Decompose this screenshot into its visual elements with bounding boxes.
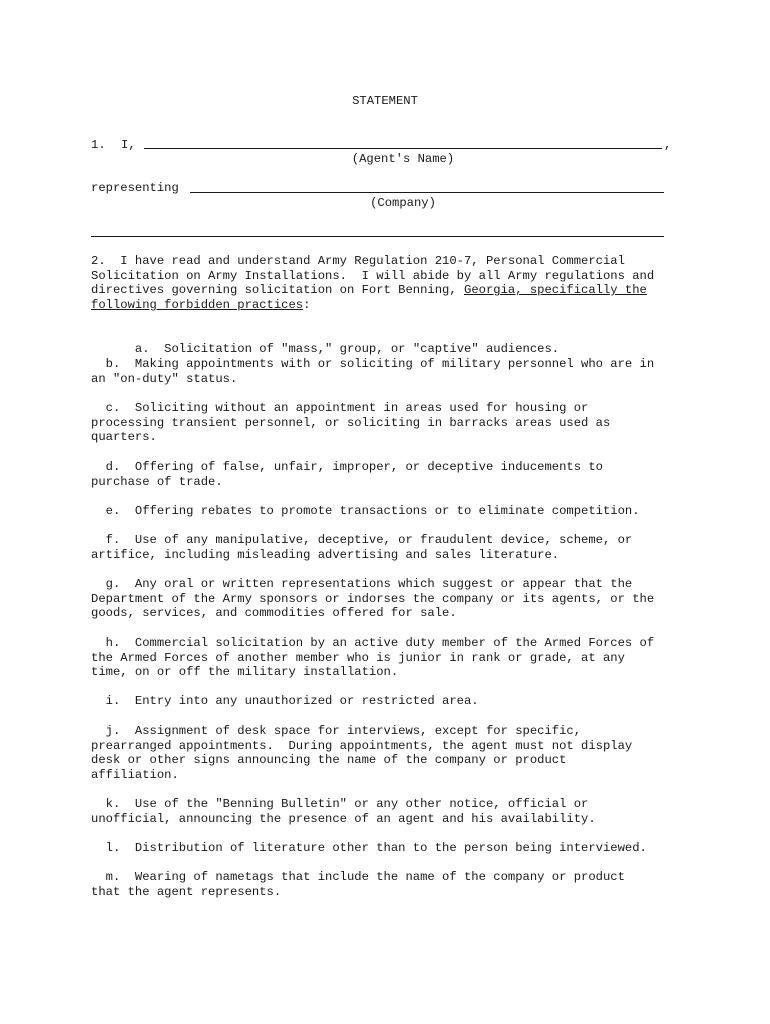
company-field[interactable] bbox=[190, 192, 664, 193]
field2-lead: representing bbox=[91, 181, 179, 195]
list-item-c bbox=[91, 401, 691, 445]
intro-line-3a: directives governing solicitation on Fort Benning, bbox=[91, 283, 464, 298]
list-item-b bbox=[91, 357, 691, 386]
item-line: prearranged appointments. During appointments, the agent must not display bbox=[91, 738, 633, 753]
list-item-k bbox=[91, 797, 691, 826]
list-item-m bbox=[91, 870, 691, 899]
item-line: the Armed Forces of another member who is junior in rank or grade, at any bbox=[91, 650, 625, 665]
agent-name-caption: (Agent's Name) bbox=[351, 152, 455, 166]
list-item-i bbox=[91, 694, 691, 709]
list-item-j bbox=[91, 724, 691, 782]
item-line: b. Making appointments with or soliciting of military personnel who are in bbox=[91, 357, 655, 371]
list-item-g bbox=[91, 577, 691, 621]
item-line: Department of the Army sponsors or indorses the company or its agents, or the bbox=[91, 591, 655, 606]
item-line: affiliation. bbox=[91, 767, 179, 782]
item-line: d. Offering of false, unfair, improper, or deceptive inducements to bbox=[91, 460, 603, 474]
field1-number: 1. bbox=[91, 138, 106, 152]
intro-line-1: 2. I have read and understand Army Regulation 210-7, Personal Commercial bbox=[91, 254, 625, 268]
intro-line-2: Solicitation on Army Installations. I will abide by all Army regulations and bbox=[91, 268, 655, 283]
item-line: h. Commercial solicitation by an active duty member of the Armed Forces of bbox=[91, 636, 655, 650]
item-line: an "on-duty" status. bbox=[91, 371, 238, 386]
company-caption: (Company) bbox=[370, 196, 436, 210]
item-line: that the agent represents. bbox=[91, 884, 282, 899]
item-line: k. Use of the "Benning Bulletin" or any other notice, official or bbox=[91, 797, 589, 811]
intro-paragraph bbox=[91, 254, 691, 312]
item-line: desk or other signs announcing the name of the company or product bbox=[91, 753, 567, 768]
agent-name-field[interactable] bbox=[144, 148, 662, 149]
additional-blank-line[interactable] bbox=[91, 236, 664, 237]
intro-line-4b: : bbox=[303, 297, 311, 312]
item-line: e. Offering rebates to promote transactions or to eliminate competition. bbox=[91, 504, 640, 518]
item-line: a. Solicitation of "mass," group, or "captive" audiences. bbox=[120, 341, 560, 356]
list-item-f bbox=[91, 533, 691, 562]
item-line: unofficial, announcing the presence of an agent and his availability. bbox=[91, 811, 596, 826]
list-item-l bbox=[91, 841, 691, 856]
item-line: c. Soliciting without an appointment in areas used for housing or bbox=[91, 401, 589, 415]
document-title: STATEMENT bbox=[352, 94, 418, 108]
list-item-h bbox=[91, 636, 691, 680]
item-line: f. Use of any manipulative, deceptive, or fraudulent device, scheme, or bbox=[91, 533, 633, 547]
item-line: quarters. bbox=[91, 430, 157, 445]
field1-trail: , bbox=[664, 138, 672, 152]
item-line: artifice, including misleading advertising and sales literature. bbox=[91, 547, 560, 562]
intro-line-3b: Georgia, specifically the bbox=[464, 283, 647, 298]
item-line: time, on or off the military installation. bbox=[91, 665, 399, 680]
item-line: purchase of trade. bbox=[91, 474, 223, 489]
list-item-d bbox=[91, 460, 691, 489]
item-line: j. Assignment of desk space for interviews, except for specific, bbox=[91, 724, 582, 738]
intro-line-4a: following forbidden practices bbox=[91, 297, 304, 312]
list-item-e bbox=[91, 504, 691, 519]
item-line: processing transient personnel, or soliciting in barracks areas used as bbox=[91, 415, 611, 430]
item-line: goods, services, and commodities offered for sale. bbox=[91, 606, 457, 621]
item-line: i. Entry into any unauthorized or restricted area. bbox=[91, 694, 479, 708]
item-line: l. Distribution of literature other than to the person being interviewed. bbox=[91, 841, 647, 855]
item-line: g. Any oral or written representations which suggest or appear that the bbox=[91, 577, 633, 591]
item-line: m. Wearing of nametags that include the name of the company or product bbox=[91, 870, 625, 884]
field1-lead: I, bbox=[121, 138, 136, 152]
